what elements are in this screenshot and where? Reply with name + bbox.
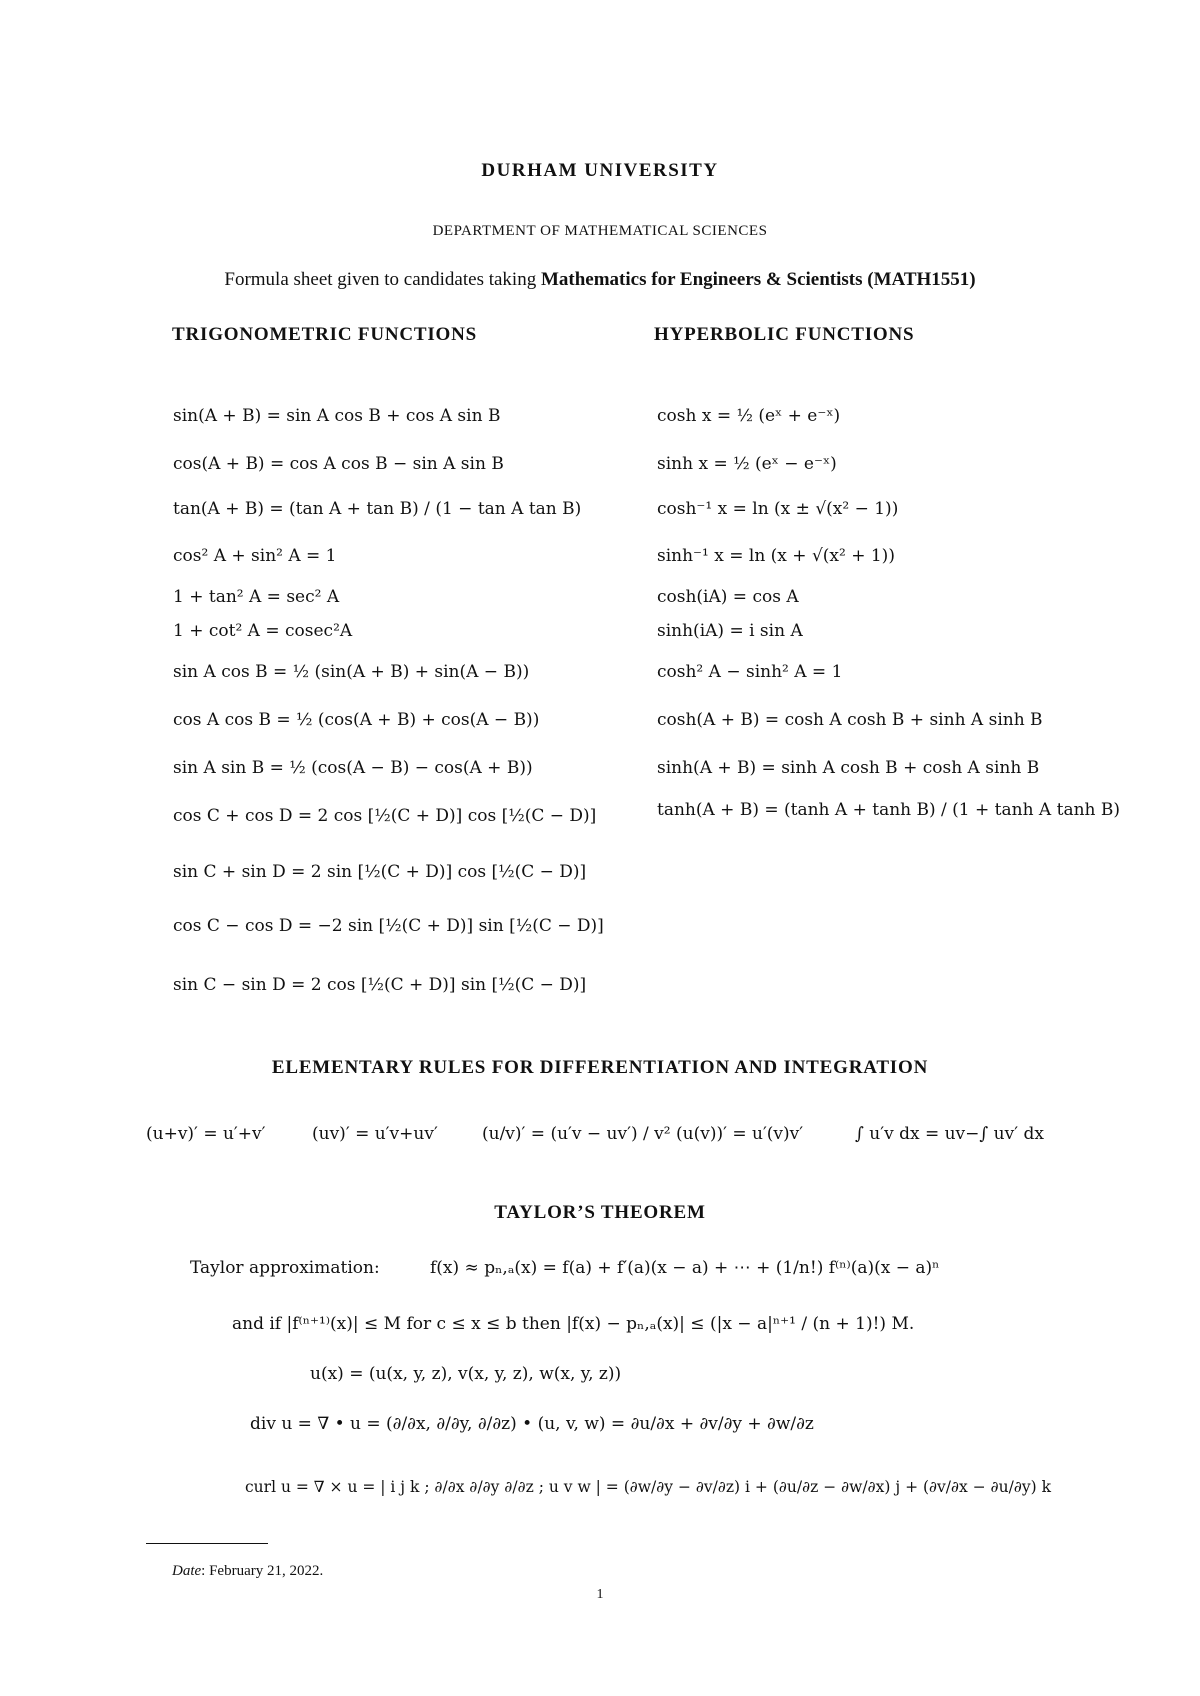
diff-rule: (u/v)′ = (u′v − uv′) / v² (482, 1124, 671, 1144)
taylor-heading: TAYLOR’S THEOREM (494, 1202, 706, 1223)
university-title: DURHAM UNIVERSITY (481, 160, 719, 181)
trig-formula: sin(A + B) = sin A cos B + cos A sin B (173, 406, 501, 426)
trig-formula: 1 + cot² A = cosec²A (173, 621, 353, 641)
trig-formula: sin C + sin D = 2 sin [½(C + D)] cos [½(C − D)] (173, 862, 587, 882)
course-name: Mathematics for Engineers & Scientists (MATH1551) (540, 269, 976, 290)
hyper-formula: tanh(A + B) = (tanh A + tanh B) / (1 + tanh A tanh B) (657, 800, 1121, 820)
page-number: 1 (596, 1587, 604, 1602)
hyper-formula: cosh⁻¹ x = ln (x ± √(x² − 1)) (657, 499, 899, 519)
diff-heading: ELEMENTARY RULES FOR DIFFERENTIATION AND INTEGRATION (271, 1057, 929, 1078)
hyper-formula: cosh(iA) = cos A (657, 587, 799, 607)
trig-formula: 1 + tan² A = sec² A (173, 587, 340, 607)
trig-formula: tan(A + B) = (tan A + tan B) / (1 − tan A tan B) (173, 499, 582, 519)
trig-formula: cos C − cos D = −2 sin [½(C + D)] sin [½(C − D)] (173, 916, 604, 936)
footnote-text: : February 21, 2022. (201, 1563, 324, 1579)
trig-formula: sin A sin B = ½ (cos(A − B) − cos(A + B)) (173, 758, 533, 778)
hyper-formula: sinh⁻¹ x = ln (x + √(x² + 1)) (657, 546, 895, 566)
hyper-formula: sinh(iA) = i sin A (657, 621, 803, 641)
trig-formula: cos C + cos D = 2 cos [½(C + D)] cos [½(C − D)] (173, 806, 597, 826)
hyper-formula: cosh(A + B) = cosh A cosh B + sinh A sinh B (657, 710, 1043, 730)
hyper-formula: cosh² A − sinh² A = 1 (657, 662, 843, 682)
trig-formula: cos² A + sin² A = 1 (173, 546, 337, 566)
diff-rule: ∫ u′v dx = uv−∫ uv′ dx (855, 1124, 1044, 1144)
department-name: DEPARTMENT OF MATHEMATICAL SCIENCES (432, 223, 768, 239)
diff-rule: (u(v))′ = u′(v)v′ (676, 1124, 804, 1144)
taylor-approx-label: Taylor approximation: (190, 1258, 380, 1278)
curl-formula: curl u = ∇ × u = | i j k ; ∂/∂x ∂/∂y ∂/∂z ; u v w | = (∂w/∂y − ∂v/∂z) i + (∂u/∂z − ∂w/∂x) j + (∂v/∂x − ∂u/∂y) k (245, 1478, 1051, 1496)
intro-line (0, 269, 1200, 291)
trig-formula: sin C − sin D = 2 cos [½(C + D)] sin [½(C − D)] (173, 975, 587, 995)
trig-heading: TRIGONOMETRIC FUNCTIONS (172, 324, 478, 345)
trig-formula: cos(A + B) = cos A cos B − sin A sin B (173, 454, 504, 474)
divergence-formula: div u = ∇ • u = (∂/∂x, ∂/∂y, ∂/∂z) • (u, v, w) = ∂u/∂x + ∂v/∂y + ∂w/∂z (250, 1414, 814, 1434)
taylor-approx-formula: f(x) ≈ pₙ,ₐ(x) = f(a) + f′(a)(x − a) + ⋯ + (1/n!) f⁽ⁿ⁾(a)(x − a)ⁿ (430, 1258, 940, 1278)
hyper-formula: cosh x = ½ (eˣ + e⁻ˣ) (657, 406, 841, 426)
hyper-formula: sinh x = ½ (eˣ − e⁻ˣ) (657, 454, 837, 474)
taylor-bound-line: and if |f⁽ⁿ⁺¹⁾(x)| ≤ M for c ≤ x ≤ b then |f(x) − pₙ,ₐ(x)| ≤ (|x − a|ⁿ⁺¹ / (n + 1)!) M. (232, 1314, 915, 1334)
intro-prefix: Formula sheet given to candidates taking (224, 269, 541, 290)
footnote (172, 1563, 323, 1580)
hyper-heading: HYPERBOLIC FUNCTIONS (654, 324, 915, 345)
vector-field: u(x) = (u(x, y, z), v(x, y, z), w(x, y, z)) (310, 1364, 622, 1384)
diff-rule: (uv)′ = u′v+uv′ (312, 1124, 438, 1144)
footnote-rule (146, 1543, 268, 1544)
trig-formula: cos A cos B = ½ (cos(A + B) + cos(A − B)) (173, 710, 540, 730)
hyper-formula: sinh(A + B) = sinh A cosh B + cosh A sinh B (657, 758, 1040, 778)
footnote-label: Date (172, 1563, 202, 1579)
diff-rule: (u+v)′ = u′+v′ (146, 1124, 266, 1144)
trig-formula: sin A cos B = ½ (sin(A + B) + sin(A − B)) (173, 662, 530, 682)
